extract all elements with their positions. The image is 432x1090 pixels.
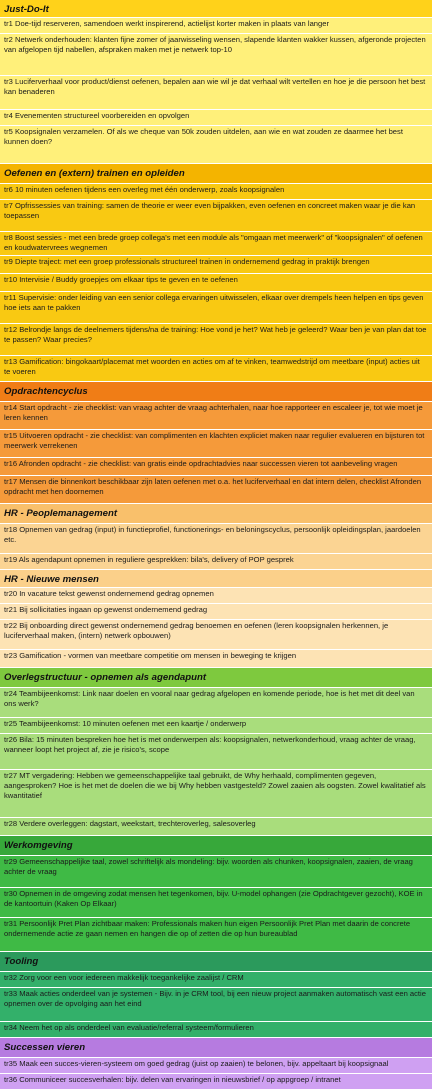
action-item: tr32 Zorg voor een voor iedereen makkelijk toegankelijke zaalijst / CRM [0, 972, 432, 988]
action-item: tr25 Teambijeenkomst: 10 minuten oefenen met een kaartje / onderwerp [0, 718, 432, 734]
section-header: Tooling [0, 952, 432, 972]
action-item: tr15 Uitvoeren opdracht - zie checklist: van complimenten en klachten expliciet maken naar regulier evalueren en bijsturen tot meerwerk verrekenen [0, 430, 432, 458]
action-item: tr22 Bij onboarding direct gewenst ondernemend gedrag benoemen en oefenen (leren koopsignalen herkennen, je luciferverhaal maken, (intern) netwerk opbouwen) [0, 620, 432, 650]
action-item: tr4 Evenementen structureel voorbereiden en opvolgen [0, 110, 432, 126]
action-item: tr17 Mensen die binnenkort beschikbaar zijn laten oefenen met o.a. het luciferverhaal en dat intern delen, checklist Afronden opdracht met hen doornemen [0, 476, 432, 504]
section-header: Opdrachtencyclus [0, 382, 432, 402]
action-item: tr16 Afronden opdracht - zie checklist: van gratis einde opdrachtadvies naar successen vieren tot aanbeveling vragen [0, 458, 432, 476]
action-item: tr1 Doe-tijd reserveren, samendoen werkt inspirerend, actielijst korter maken in plaats van langer [0, 18, 432, 34]
action-item: tr8 Boost sessies - met een brede groep collega's met een module als "omgaan met meerwerk" of "koopsignalen" of oefenen en koudwatervrees wegnemen [0, 232, 432, 256]
action-item: tr24 Teambijeenkomst: Link naar doelen en vooral naar gedrag afgelopen en komende periode, hoe is het met dit deel van ons werk? [0, 688, 432, 718]
action-item: tr20 In vacature tekst gewenst ondernemend gedrag opnemen [0, 588, 432, 604]
action-item: tr7 Opfrissessies van training: samen de theorie er weer even bijpakken, even oefenen en concreet maken waar je die kan toepassen [0, 200, 432, 232]
action-item: tr19 Als agendapunt opnemen in reguliere gesprekken: bila's, delivery of POP gesprek [0, 554, 432, 570]
action-item: tr21 Bij sollicitaties ingaan op gewenst ondernemend gedrag [0, 604, 432, 620]
action-item: tr2 Netwerk onderhouden: klanten fijne zomer of jaarwisseling wensen, slapende klanten wakker kussen, afgeronde projecten van afgelopen tijd nabellen, afspraken maken met je netwerk top-10 [0, 34, 432, 76]
section-header: Oefenen en (extern) trainen en opleiden [0, 164, 432, 184]
action-item: tr31 Persoonlijk Pret Plan zichtbaar maken: Professionals maken hun eigen Persoonlijk Pret Plan met daarin de concrete ondernemende actie ze gaan nemen en hangen die op of zetten die op hun bureaublad [0, 918, 432, 952]
action-item: tr26 Bila: 15 minuten bespreken hoe het is met onderwerpen als: koopsignalen, netwerkonderhoud, vraag achter de vraag, wanneer loopt het project af, zie je risico's, scope [0, 734, 432, 770]
section-header: Werkomgeving [0, 836, 432, 856]
action-item: tr28 Verdere overleggen: dagstart, weekstart, trechteroverleg, salesoverleg [0, 818, 432, 836]
action-item: tr30 Opnemen in de omgeving zodat mensen het tegenkomen, bijv. U-model ophangen (zie Opdrachtgever gezocht), KOE in de kantoortuin (Kaken Op Elkaar) [0, 888, 432, 918]
action-item: tr3 Luciferverhaal voor product/dienst oefenen, bepalen aan wie wil je dat verhaal wilt vertellen en hoe je die persoon het best kan benaderen [0, 76, 432, 110]
action-item: tr13 Gamification: bingokaart/placemat met woorden en acties om af te vinken, teamwedstrijd om meetbare (input) acties uit te voeren [0, 356, 432, 382]
action-item: tr14 Start opdracht - zie checklist: van vraag achter de vraag achterhalen, naar hoe rapporteer en escaleer je, tot wie moet je leren kennen [0, 402, 432, 430]
action-item: tr9 Diepte traject: met een groep professionals structureel trainen in ondernemend gedrag in praktijk brengen [0, 256, 432, 274]
action-item: tr23 Gamification - vormen van meetbare competitie om mensen in beweging te krijgen [0, 650, 432, 668]
action-item: tr29 Gemeenschappelijke taal, zowel schriftelijk als mondeling: bijv. woorden als chunken, koopsignalen, zaaien, de vraag achter de vraag [0, 856, 432, 888]
action-item: tr5 Koopsignalen verzamelen. Of als we cheque van 50k zouden uitdelen, aan wie en wat zouden ze daarmee het best kunnen doen? [0, 126, 432, 164]
section-header: HR - Peoplemanagement [0, 504, 432, 524]
action-item: tr27 MT vergadering: Hebben we gemeenschappelijke taal gebruikt, de Why herhaald, complimenten gegeven, aangesproken? Hoe is het met de doelen die we bij Why hebben vastgesteld? Zowel zaaien als oogsten. Zowel kwalitatief als kwantitatief [0, 770, 432, 818]
action-item: tr10 Intervisie / Buddy groepjes om elkaar tips te geven en te oefenen [0, 274, 432, 292]
section-header: HR - Nieuwe mensen [0, 570, 432, 588]
action-item: tr34 Neem het op als onderdeel van evaluatie/referral systeem/formulieren [0, 1022, 432, 1038]
action-item: tr35 Maak een succes-vieren-systeem om goed gedrag (juist op zaaien) te belonen, bijv. appeltaart bij koopsignaal [0, 1058, 432, 1074]
action-item: tr18 Opnemen van gedrag (input) in functieprofiel, functionerings- en beloningscyclus, persoonlijk opleidingsplan, jaardoelen etc. [0, 524, 432, 554]
action-item: tr6 10 minuten oefenen tijdens een overleg met één onderwerp, zoals koopsignalen [0, 184, 432, 200]
section-header: Successen vieren [0, 1038, 432, 1058]
section-header: Overlegstructuur - opnemen als agendapunt [0, 668, 432, 688]
action-item: tr11 Supervisie: onder leiding van een senior collega ervaringen uitwisselen, elkaar over drempels heen helpen en tips geven hoe iets aan te pakken [0, 292, 432, 324]
action-item: tr33 Maak acties onderdeel van je systemen - Bijv. in je CRM tool, bij een nieuw project aanmaken automatisch vast een actie opnemen over de opvolging aan het eind [0, 988, 432, 1022]
action-item: tr12 Belrondje langs de deelnemers tijdens/na de training: Hoe vond je het? Wat heb je geleerd? Waar ben je van plan dat toe te passen? Waar precies? [0, 324, 432, 356]
section-header: Just-Do-It [0, 0, 432, 18]
action-item: tr36 Communiceer succesverhalen: bijv. delen van ervaringen in nieuwsbrief / op appgroep / intranet [0, 1074, 432, 1090]
